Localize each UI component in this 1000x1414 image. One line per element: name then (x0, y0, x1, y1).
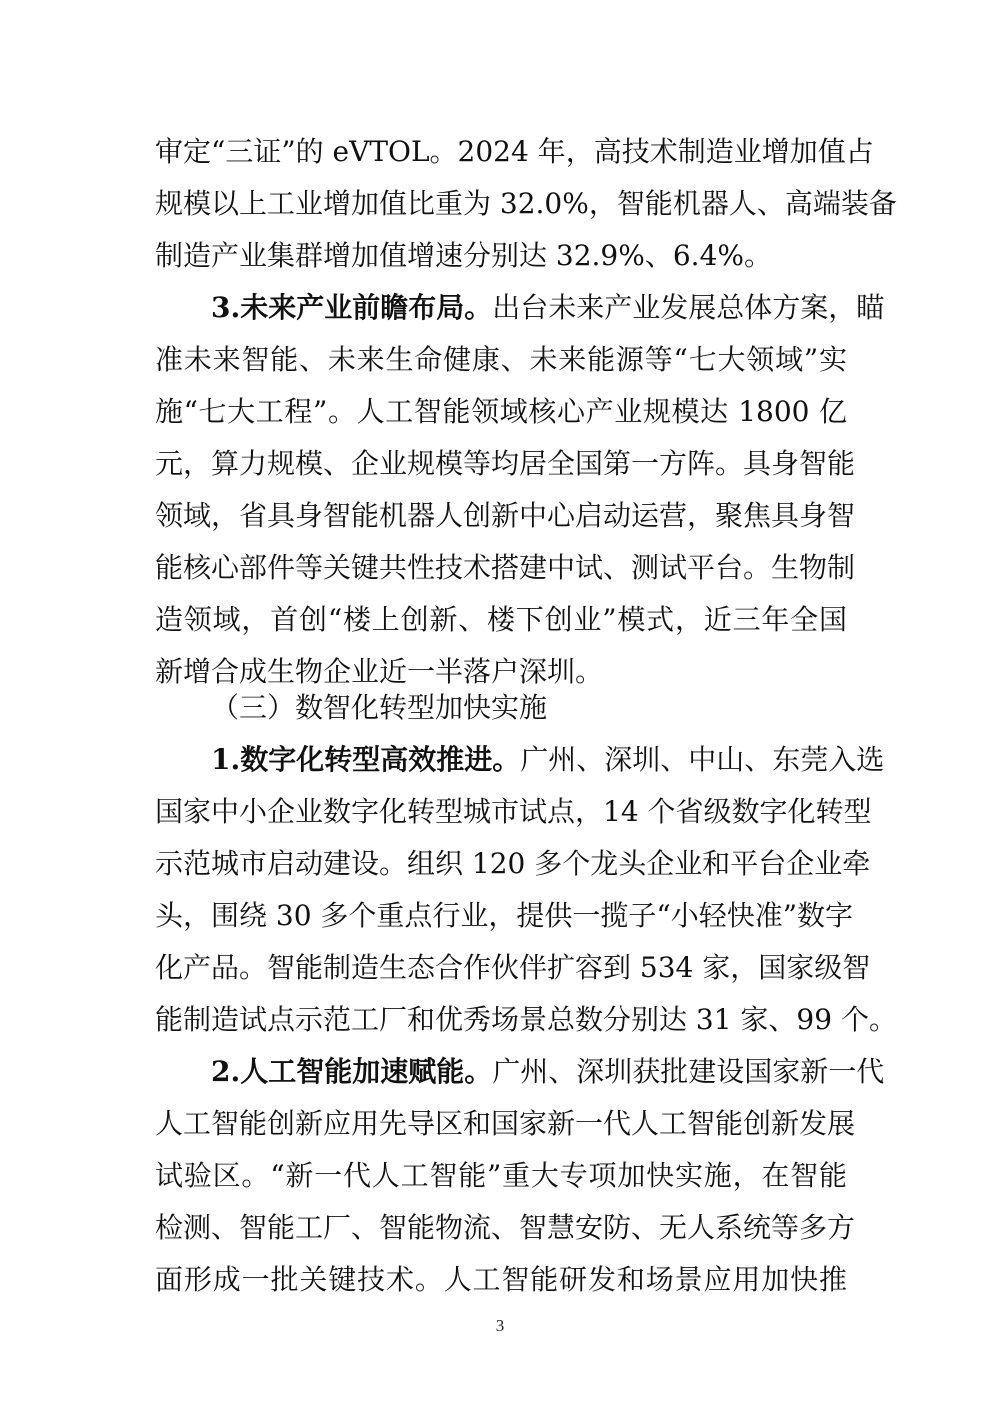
text-line: 广州、深圳、中山、东莞入选 (520, 743, 885, 776)
text-line: 规模以上工业增加值比重为 32.0%，智能机器人、高端装备 (155, 187, 897, 220)
text-line: 造领域，首创“楼上创新、楼下创业”模式，近三年全国 (155, 603, 847, 636)
paragraph-first-line (211, 740, 885, 780)
text-line: 示范城市启动建设。组织 120 多个龙头企业和平台企业牵 (155, 847, 871, 880)
page-number: 3 (495, 1316, 505, 1335)
text-line: 人工智能创新应用先导区和国家新一代人工智能创新发展 (155, 1107, 856, 1140)
text-line: 元，算力规模、企业规模等均居全国第一方阵。具身智能 (155, 447, 856, 480)
text-line: 能制造试点示范工厂和优秀场景总数分别达 31 家、99 个。 (155, 1003, 897, 1036)
text-line: 出台未来产业发展总体方案，瞄 (492, 291, 885, 324)
paragraph-lead: 3.未来产业前瞻布局。 (211, 291, 493, 324)
text-line: 制造产业集群增加值增速分别达 32.9%、6.4%。 (155, 239, 772, 272)
text-line: 检测、智能工厂、智能物流、智慧安防、无人系统等多方 (155, 1211, 856, 1244)
text-line: 能核心部件等关键共性技术搭建中试、测试平台。生物制 (155, 551, 856, 584)
text-line: 广州、深圳获批建设国家新一代 (492, 1055, 885, 1088)
text-line: 审定“三证”的 eVTOL。2024 年，高技术制造业增加值占 (155, 135, 874, 168)
text-line: 头，围绕 30 多个重点行业，提供一揽子“小轻快准”数字 (155, 899, 854, 932)
paragraph-first-line (211, 288, 885, 328)
text-line: 领域，省具身智能机器人创新中心启动运营，聚焦具身智 (155, 499, 856, 532)
text-line: 国家中小企业数字化转型城市试点，14 个省级数字化转型 (155, 795, 872, 828)
paragraph-first-line (211, 1052, 885, 1092)
text-line: 准未来智能、未来生命健康、未来能源等“七大领域”实 (155, 343, 847, 376)
paragraph-lead: 1.数字化转型高效推进。 (211, 743, 521, 776)
text-line: 试验区。“新一代人工智能”重大专项加快实施，在智能 (155, 1159, 847, 1192)
text-line: 新增合成生物企业近一半落户深圳。 (155, 655, 604, 688)
text-line: 施“七大工程”。人工智能领域核心产业规模达 1800 亿 (155, 395, 847, 428)
text-line: 面形成一批关键技术。人工智能研发和场景应用加快推 (155, 1263, 847, 1296)
section-heading: （三）数智化转型加快实施 (211, 691, 548, 724)
text-line: 化产品。智能制造生态合作伙伴扩容到 534 家，国家级智 (155, 951, 871, 984)
paragraph-lead: 2.人工智能加速赋能。 (211, 1055, 493, 1088)
